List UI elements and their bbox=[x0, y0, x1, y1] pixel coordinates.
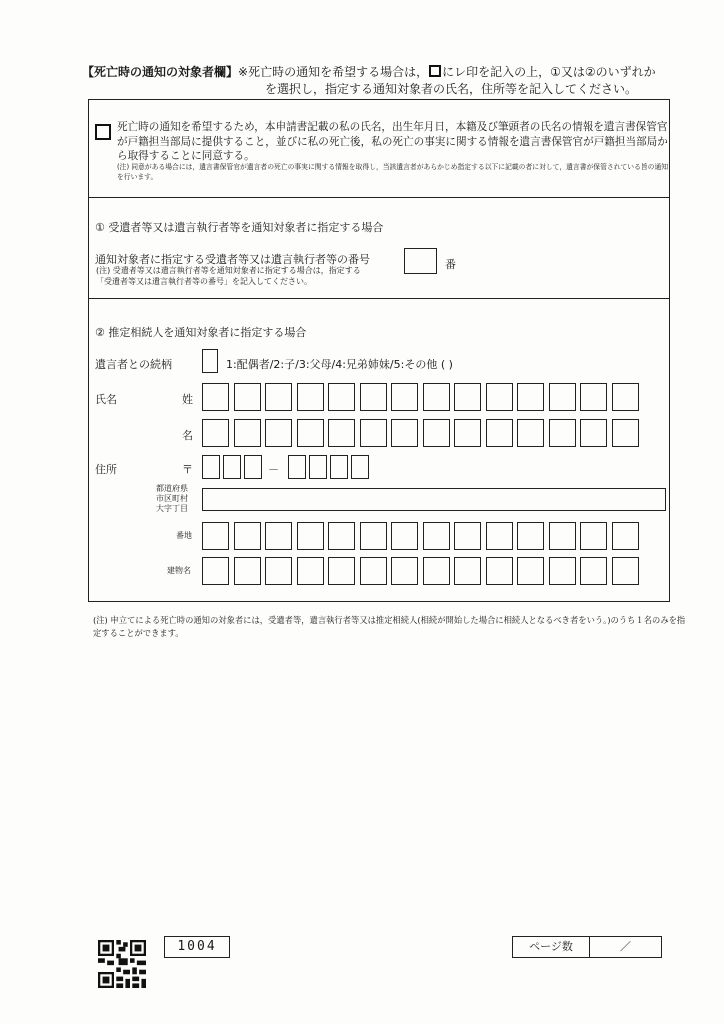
surname-cell[interactable] bbox=[517, 383, 544, 411]
banchi-cell[interactable] bbox=[549, 522, 576, 550]
banchi-cell[interactable] bbox=[265, 522, 292, 550]
consent-text: 死亡時の通知を希望するため，本申請書記載の私の氏名，出生年月日，本籍及び筆頭者の氏名の情報を遺言書保管官が戸籍担当部局に提供すること，並びに私の死亡後，私の死亡の事実に関する情報を遺言書保管官が戸籍担当部局から取得することに同意する。 bbox=[117, 121, 668, 162]
postal-dash: － bbox=[268, 463, 279, 476]
document-number: 1004 bbox=[164, 936, 230, 958]
instruction-text: ※死亡時の通知を希望する場合は， bbox=[238, 65, 429, 79]
building-cell[interactable] bbox=[297, 557, 324, 585]
relation-options: 1:配偶者/2:子/3:父母/4:兄弟姉妹/5:その他 ( ) bbox=[226, 358, 453, 371]
section-heading: 【死亡時の通知の対象者欄】 bbox=[82, 65, 239, 79]
instruction-text-2: にレ印を記入の上，①又は②のいずれか bbox=[442, 65, 656, 79]
prefecture-city-input[interactable] bbox=[202, 488, 666, 511]
prefecture-label-3: 大字丁目 bbox=[156, 504, 188, 513]
surname-cell[interactable] bbox=[486, 383, 513, 411]
building-label: 建物名 bbox=[167, 566, 191, 575]
banchi-cell[interactable] bbox=[297, 522, 324, 550]
postal-cell[interactable] bbox=[309, 455, 327, 479]
qr-code-icon bbox=[98, 940, 146, 988]
building-cell[interactable] bbox=[328, 557, 355, 585]
banchi-label: 番地 bbox=[176, 531, 192, 540]
postal-code-first[interactable] bbox=[202, 455, 262, 479]
given-name-cell[interactable] bbox=[612, 419, 639, 447]
surname-cell[interactable] bbox=[580, 383, 607, 411]
banchi-cell[interactable] bbox=[328, 522, 355, 550]
surname-cell[interactable] bbox=[612, 383, 639, 411]
given-name-cell[interactable] bbox=[549, 419, 576, 447]
divider bbox=[88, 197, 670, 198]
banchi-cell[interactable] bbox=[391, 522, 418, 550]
building-cell[interactable] bbox=[486, 557, 513, 585]
given-name-cell[interactable] bbox=[328, 419, 355, 447]
given-name-cell[interactable] bbox=[580, 419, 607, 447]
legatee-note-2: 「受遺者等又は遺言執行者等の番号」を記入してください。 bbox=[96, 277, 312, 286]
number-suffix: 番 bbox=[445, 258, 456, 271]
checkbox-sample-icon bbox=[429, 65, 441, 77]
legatee-note-1: (注) 受遺者等又は遺言執行者等を通知対象者に指定する場合は，指定する bbox=[96, 266, 361, 275]
surname-cell[interactable] bbox=[423, 383, 450, 411]
prefecture-label-1: 都道府県 bbox=[156, 484, 188, 493]
page-count-box bbox=[512, 936, 662, 958]
legatee-number-label: 通知対象者に指定する受遺者等又は遺言執行者等の番号 bbox=[95, 253, 370, 266]
given-name-label: 名 bbox=[182, 429, 193, 442]
given-name-cell[interactable] bbox=[297, 419, 324, 447]
postal-cell[interactable] bbox=[223, 455, 241, 479]
surname-cell[interactable] bbox=[202, 383, 229, 411]
surname-cell[interactable] bbox=[454, 383, 481, 411]
building-cell[interactable] bbox=[517, 557, 544, 585]
name-label: 氏名 bbox=[95, 393, 117, 406]
banchi-cell[interactable] bbox=[454, 522, 481, 550]
footer-note: (注) 申立てによる死亡時の通知の対象者には，受遺者等，遺言執行者等又は推定相続人(相続が開始した場合に相続人となるべき者をいう。)のうち１名のみを指定することができます。 bbox=[93, 615, 686, 638]
postal-code-second[interactable] bbox=[288, 455, 369, 479]
building-cell[interactable] bbox=[423, 557, 450, 585]
banchi-cell[interactable] bbox=[360, 522, 387, 550]
postal-cell[interactable] bbox=[288, 455, 306, 479]
building-cell[interactable] bbox=[580, 557, 607, 585]
postal-cell[interactable] bbox=[330, 455, 348, 479]
building-cell[interactable] bbox=[202, 557, 229, 585]
page-count-value[interactable]: ／ bbox=[620, 940, 631, 953]
building-cell[interactable] bbox=[265, 557, 292, 585]
banchi-cell[interactable] bbox=[234, 522, 261, 550]
divider bbox=[88, 298, 670, 299]
relation-input[interactable] bbox=[202, 349, 218, 373]
surname-cell[interactable] bbox=[328, 383, 355, 411]
banchi-boxes[interactable] bbox=[202, 522, 639, 550]
banchi-cell[interactable] bbox=[423, 522, 450, 550]
postal-cell[interactable] bbox=[202, 455, 220, 479]
surname-cell[interactable] bbox=[265, 383, 292, 411]
banchi-cell[interactable] bbox=[612, 522, 639, 550]
given-name-cell[interactable] bbox=[486, 419, 513, 447]
given-name-cell[interactable] bbox=[265, 419, 292, 447]
given-name-cell[interactable] bbox=[360, 419, 387, 447]
given-name-cell[interactable] bbox=[423, 419, 450, 447]
given-name-boxes[interactable] bbox=[202, 419, 639, 447]
building-cell[interactable] bbox=[612, 557, 639, 585]
building-cell[interactable] bbox=[549, 557, 576, 585]
consent-checkbox[interactable] bbox=[95, 124, 111, 140]
given-name-cell[interactable] bbox=[202, 419, 229, 447]
prefecture-label-2: 市区町村 bbox=[156, 494, 188, 503]
header-line-1 bbox=[82, 63, 656, 80]
section2-title: ② 推定相続人を通知対象者に指定する場合 bbox=[95, 326, 307, 339]
header-line-2: を選択し，指定する通知対象者の氏名，住所等を記入してください。 bbox=[265, 82, 638, 96]
page-count-label: ページ数 bbox=[513, 937, 590, 957]
postal-cell[interactable] bbox=[351, 455, 369, 479]
consent-note: (注) 同意がある場合には，遺言書保管官が遺言者の死亡の事実に関する情報を取得し，当該遺言者があらかじめ指定する以下に記載の者に対して，遺言書が保管されている旨の通知を行います。 bbox=[117, 163, 669, 181]
section1-title: ① 受遺者等又は遺言執行者等を通知対象者に指定する場合 bbox=[95, 221, 384, 234]
banchi-cell[interactable] bbox=[202, 522, 229, 550]
surname-cell[interactable] bbox=[391, 383, 418, 411]
building-cell[interactable] bbox=[391, 557, 418, 585]
building-cell[interactable] bbox=[454, 557, 481, 585]
surname-cell[interactable] bbox=[297, 383, 324, 411]
banchi-cell[interactable] bbox=[486, 522, 513, 550]
surname-boxes[interactable] bbox=[202, 383, 639, 411]
building-cell[interactable] bbox=[360, 557, 387, 585]
surname-label: 姓 bbox=[182, 393, 193, 406]
given-name-cell[interactable] bbox=[391, 419, 418, 447]
surname-cell[interactable] bbox=[549, 383, 576, 411]
relation-label: 遺言者との続柄 bbox=[95, 358, 172, 371]
banchi-cell[interactable] bbox=[580, 522, 607, 550]
address-label: 住所 bbox=[95, 463, 117, 476]
building-boxes[interactable] bbox=[202, 557, 639, 585]
banchi-cell[interactable] bbox=[517, 522, 544, 550]
given-name-cell[interactable] bbox=[234, 419, 261, 447]
legatee-number-input[interactable] bbox=[404, 248, 437, 274]
building-cell[interactable] bbox=[234, 557, 261, 585]
postal-mark: 〒 bbox=[182, 463, 193, 476]
surname-cell[interactable] bbox=[234, 383, 261, 411]
given-name-cell[interactable] bbox=[454, 419, 481, 447]
postal-cell[interactable] bbox=[244, 455, 262, 479]
given-name-cell[interactable] bbox=[517, 419, 544, 447]
surname-cell[interactable] bbox=[360, 383, 387, 411]
